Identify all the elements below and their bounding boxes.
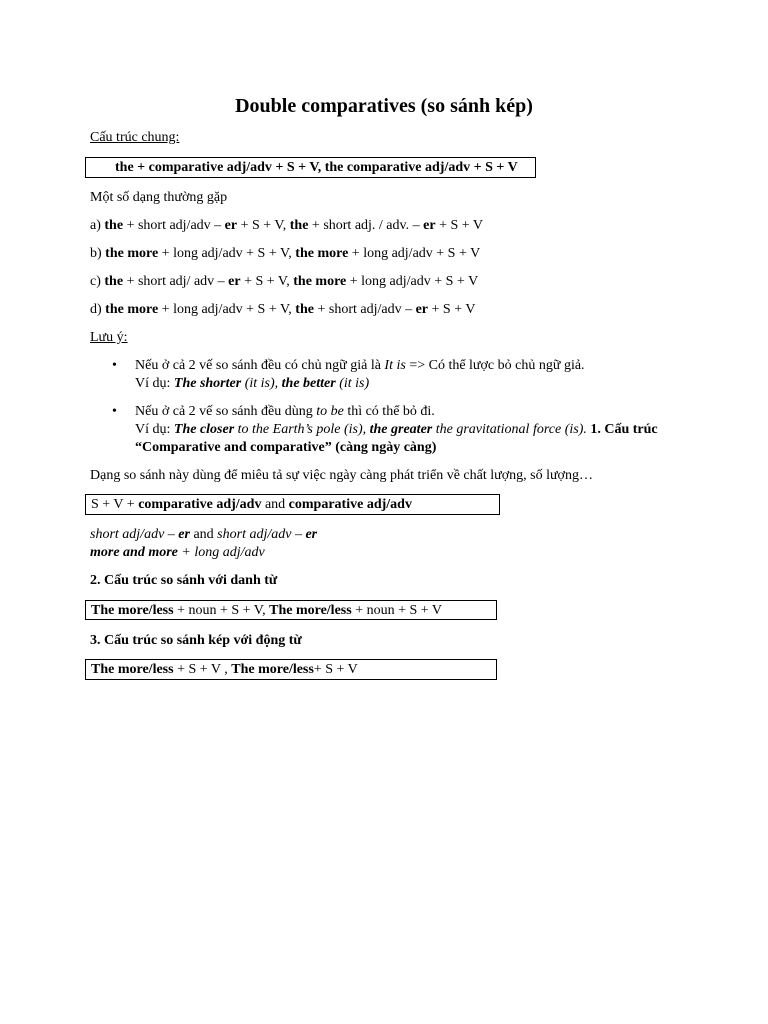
- formula-4-box: [85, 659, 497, 680]
- note-text: Ví dụ:: [135, 376, 174, 391]
- note-2-line-3: “Comparative and comparative” (càng ngày càng): [135, 440, 437, 455]
- form-b-bold: the more: [295, 246, 349, 261]
- common-forms-label: Một số dạng thường gặp: [90, 190, 228, 205]
- note-italic: It is: [384, 358, 406, 373]
- note-bold-italic: The closer: [173, 422, 235, 437]
- bold-italic-text: er: [305, 527, 318, 542]
- main-formula-box: [85, 157, 536, 178]
- heading-3: 3. Cấu trúc so sánh kép với động từ: [90, 633, 302, 648]
- note-italic: (it is),: [241, 376, 282, 391]
- formula-bold: comparative adj/adv: [138, 497, 262, 512]
- form-c-bold: er: [228, 274, 241, 289]
- section-label-luu-y: Lưu ý:: [90, 330, 128, 345]
- form-b-text: + long adj/adv + S + V,: [158, 246, 296, 261]
- form-c-text: + short adj/ adv –: [123, 274, 229, 289]
- form-a-text: + S + V,: [237, 218, 290, 233]
- note-italic: the gravitational force (is).: [432, 422, 591, 437]
- formula-text: + S + V ,: [173, 662, 232, 677]
- form-a: [90, 217, 483, 234]
- formula-text: S + V +: [91, 497, 139, 512]
- form-d-text: + long adj/adv + S + V,: [158, 302, 296, 317]
- italic-text: + long adj/adv: [177, 545, 265, 560]
- bold-italic-text: er: [178, 527, 190, 542]
- plain-text: and: [189, 527, 218, 542]
- italic-text: short adj/adv –: [217, 527, 306, 542]
- form-a-text: + short adj/adv –: [123, 218, 225, 233]
- formula-text: + noun + S + V: [351, 603, 443, 618]
- short-adj-line: [90, 526, 317, 543]
- note-italic: to the Earth’s pole (is),: [234, 422, 370, 437]
- formula-bold: comparative adj/adv: [288, 497, 412, 512]
- form-d-bold: the more: [105, 302, 159, 317]
- note-1-line-2: [135, 375, 369, 392]
- form-d-bold: the: [295, 302, 314, 317]
- note-text: thì có thể bỏ đi.: [343, 404, 435, 419]
- heading-2: 2. Cấu trúc so sánh với danh từ: [90, 573, 278, 588]
- bullet-icon: •: [112, 358, 117, 373]
- form-d-bold: er: [415, 302, 429, 317]
- form-a-bold: er: [423, 218, 436, 233]
- form-c-bold: the more: [293, 274, 347, 289]
- form-a-bold: the: [289, 218, 309, 233]
- formula-bold: The more/less: [91, 662, 174, 677]
- formula-text: + S + V: [313, 662, 358, 677]
- form-c-text: + S + V,: [240, 274, 294, 289]
- formula-2-box: [85, 494, 500, 515]
- description-paragraph: Dạng so sánh này dùng để miêu tả sự việc ngày càng phát triển về chất lượng, số lượng…: [90, 468, 593, 483]
- section-label-cau-truc-chung: Cấu trúc chung:: [90, 130, 180, 145]
- form-a-text: a): [90, 218, 105, 233]
- main-formula-text: the + comparative adj/adv + S + V, the comparative adj/adv + S + V: [115, 160, 518, 175]
- form-c-bold: the: [104, 274, 124, 289]
- bold-italic-text: more and more: [90, 545, 178, 560]
- note-bold-italic: the better: [281, 376, 336, 391]
- formula-bold: The more/less: [231, 662, 314, 677]
- note-2-line-1: [135, 403, 435, 420]
- note-bold-italic: The shorter: [173, 376, 242, 391]
- note-text: Ví dụ:: [135, 422, 174, 437]
- form-b-bold: the more: [105, 246, 159, 261]
- page-title: Double comparatives (so sánh kép): [235, 95, 533, 117]
- note-text: Nếu ở cả 2 vế so sánh đều dùng: [135, 404, 317, 419]
- note-bold-italic: the greater: [369, 422, 433, 437]
- note-italic: to be: [316, 404, 344, 419]
- formula-bold: The more/less: [91, 603, 174, 618]
- form-b-text: b): [90, 246, 106, 261]
- form-c-text: + long adj/adv + S + V: [346, 274, 479, 289]
- italic-text: short adj/adv –: [90, 527, 179, 542]
- form-d-text: + short adj/adv –: [313, 302, 416, 317]
- note-italic: (it is): [335, 376, 370, 391]
- form-a-text: + short adj. / adv. –: [308, 218, 424, 233]
- bullet-icon: •: [112, 404, 117, 419]
- inline-heading-1: 1. Cấu trúc: [590, 422, 658, 437]
- form-d-text: d): [90, 302, 106, 317]
- form-b-text: + long adj/adv + S + V: [348, 246, 481, 261]
- note-2-line-2: [135, 421, 658, 438]
- formula-3-box: [85, 600, 497, 620]
- note-text: => Có thể lược bỏ chủ ngữ giả.: [405, 358, 585, 373]
- form-a-bold: er: [224, 218, 238, 233]
- formula-text: and: [261, 497, 289, 512]
- form-d: [90, 301, 475, 318]
- form-b: [90, 245, 480, 262]
- form-a-text: + S + V: [435, 218, 483, 233]
- form-a-bold: the: [104, 218, 124, 233]
- formula-bold: The more/less: [269, 603, 352, 618]
- more-and-more-line: [90, 544, 265, 561]
- form-c-text: c): [90, 274, 105, 289]
- note-text: Nếu ở cả 2 vế so sánh đều có chủ ngữ giả là: [135, 358, 385, 373]
- form-d-text: + S + V: [428, 302, 476, 317]
- note-1-line-1: [135, 357, 585, 374]
- formula-text: + noun + S + V,: [173, 603, 270, 618]
- form-c: [90, 273, 478, 290]
